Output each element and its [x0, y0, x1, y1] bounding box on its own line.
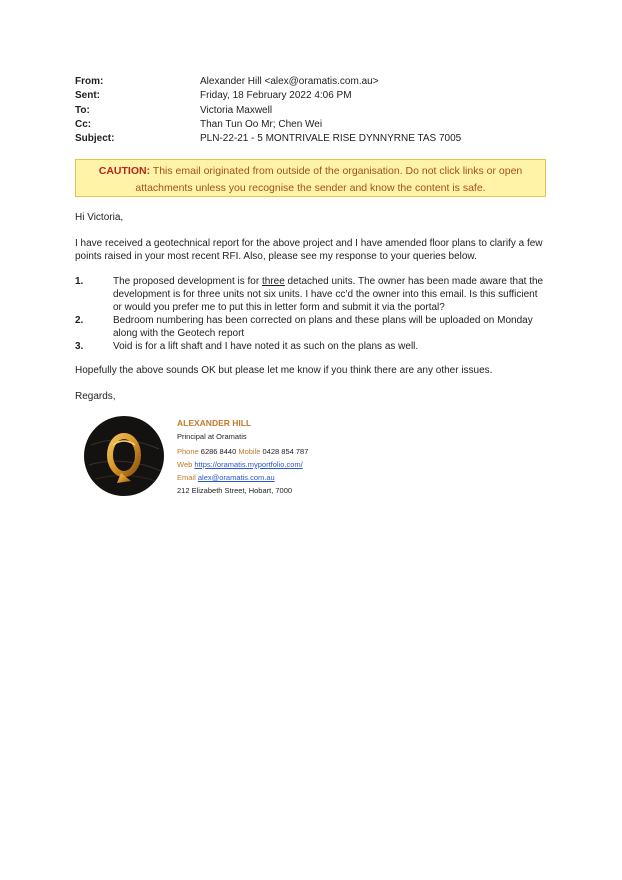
list-item-number: 1. — [75, 276, 84, 287]
caution-text-2: attachments unless you recognise the sender and know the content is safe. — [135, 182, 486, 194]
to-row — [75, 104, 575, 118]
caution-line-1 — [76, 163, 545, 180]
list-item-number: 2. — [75, 315, 84, 326]
to-label: To: — [75, 104, 90, 116]
phone-label: Phone — [177, 447, 199, 456]
list-item-underlined: three — [261, 276, 285, 287]
caution-label: CAUTION: — [98, 165, 151, 177]
subject-row — [75, 132, 575, 146]
subject-label: Subject: — [75, 133, 115, 145]
response-list — [75, 275, 547, 353]
email-link[interactable]: alex@oramatis.com.au — [197, 473, 275, 482]
from-row — [75, 75, 575, 89]
sent-label: Sent: — [75, 90, 100, 102]
closing-paragraph: Hopefully the above sounds OK but please let me know if you think there are any other issues. — [75, 365, 493, 376]
caution-banner — [75, 159, 546, 197]
intro-paragraph: I have received a geotechnical report for the above project and I have amended floor plans to clarify a few points raised in your most recent RFI. Also, please see my response to your queries below. — [75, 238, 543, 262]
email-header — [75, 75, 575, 146]
cc-row — [75, 118, 575, 132]
list-item — [75, 314, 547, 340]
cc-label: Cc: — [75, 118, 92, 130]
caution-text-1: This email originated from outside of the organisation. Do not click links or open — [150, 165, 523, 177]
to-value: Victoria Maxwell — [200, 104, 273, 116]
oramatis-o-logo-icon — [83, 415, 165, 497]
list-item-number: 3. — [75, 341, 84, 352]
list-item-text-pre: The proposed development is for — [113, 276, 262, 287]
sent-row — [75, 89, 575, 103]
signature-address: 212 Elizabeth Street, Hobart, 7000 — [177, 486, 293, 495]
mobile-label: Mobile — [238, 447, 261, 456]
list-item-text: Bedroom numbering has been corrected on plans and these plans will be uploaded on Monday along with the Geotech report — [113, 315, 533, 339]
list-item — [75, 340, 547, 353]
mobile-number: 0428 854 787 — [262, 447, 309, 456]
subject-value: PLN-22-21 - 5 MONTRIVALE RISE DYNNYRNE TAS 7005 — [200, 133, 462, 145]
list-item — [75, 275, 547, 314]
signature-web — [177, 458, 397, 471]
cc-value: Than Tun Oo Mr; Chen Wei — [200, 118, 323, 130]
greeting: Hi Victoria, — [75, 212, 124, 223]
signature-name: ALEXANDER HILL — [177, 418, 252, 428]
list-item-text-post: detached units. The owner has been made aware that the development is for three units not six units. I have cc’d the owner into this email. Is this sufficient or would you prefer me to put this in letter form and submit it via the portal? — [113, 276, 544, 313]
email-label: Email — [177, 473, 196, 482]
web-label: Web — [177, 460, 193, 469]
signature-title: Principal at Oramatis — [177, 432, 247, 441]
signature-email — [177, 471, 397, 484]
list-item-text: Void is for a lift shaft and I have noted it as such on the plans as well. — [113, 341, 419, 352]
regards: Regards, — [75, 391, 116, 402]
email-signature — [83, 415, 383, 505]
from-value: Alexander Hill <alex@oramatis.com.au> — [200, 76, 379, 87]
website-link[interactable]: https://oramatis.myportfolio.com/ — [194, 460, 303, 469]
signature-phones — [177, 445, 397, 458]
list-item-text — [113, 275, 547, 314]
signature-details — [177, 417, 397, 497]
from-label: From: — [75, 76, 104, 87]
phone-number: 6286 8440 — [200, 447, 237, 456]
sent-value: Friday, 18 February 2022 4:06 PM — [200, 90, 352, 102]
